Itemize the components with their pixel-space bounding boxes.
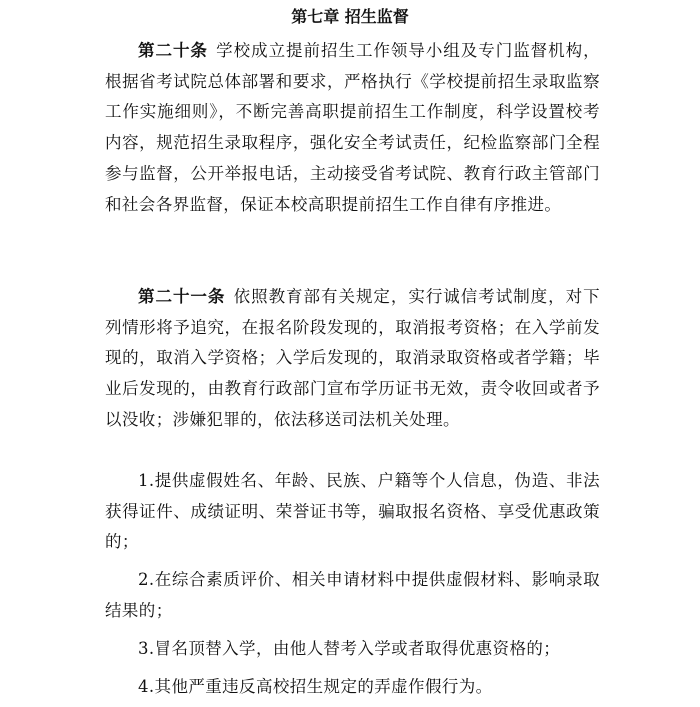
chapter-title: 第七章 招生监督 xyxy=(291,7,409,26)
list-item-1: 1.提供虚假姓名、年龄、民族、户籍等个人信息，伪造、非法获得证件、成绩证明、荣誉证书等，骗取报名资格、享受优惠政策的； xyxy=(105,471,600,552)
article-21-heading: 第二十一条 xyxy=(138,287,226,306)
article-20-heading: 第二十条 xyxy=(138,41,208,60)
article-20-body: 学校成立提前招生工作领导小组及专门监督机构，根据省考试院总体部署和要求，严格执行《学校提前招生录取监察工作实施细则》，不断完善高职提前招生工作制度，科学设置校考内容，规范招生录取程序，强化安全考试责任，纪检监察部门全程参与监督，公开举报电话，主动接受省考试院、教育行政主管部门和社会各界监督，保证本校高职提前招生工作自律有序推进。 xyxy=(105,41,600,214)
list-item-2: 2.在综合素质评价、相关申请材料中提供虚假材料、影响录取结果的； xyxy=(105,570,600,620)
article-21-body: 依照教育部有关规定，实行诚信考试制度，对下列情形将予追究，在报名阶段发现的，取消报考资格；在入学前发现的，取消入学资格；入学后发现的，取消录取资格或者学籍；毕业后发现的，由教育行政部门宣布学历证书无效，责令收回或者予以没收；涉嫌犯罪的，依法移送司法机关处理。 xyxy=(105,287,600,429)
list-item-4: 4.其他严重违反高校招生规定的弄虚作假行为。 xyxy=(138,677,493,696)
article-21 xyxy=(105,282,600,436)
article-20 xyxy=(105,36,600,220)
list-item-3: 3.冒名顶替入学，由他人替考入学或者取得优惠资格的； xyxy=(138,639,561,658)
